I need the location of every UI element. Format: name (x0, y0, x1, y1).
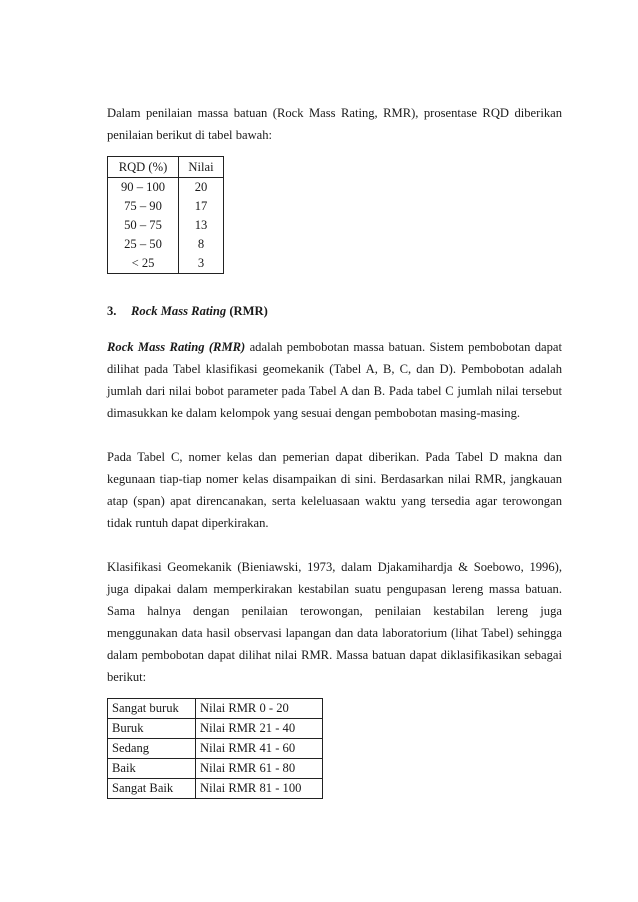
table-row (108, 254, 224, 274)
rqd-range-cell: < 25 (108, 254, 179, 274)
section-number: 3. (107, 304, 117, 318)
rqd-range-cell: 50 – 75 (108, 216, 179, 235)
section-heading (107, 300, 562, 322)
table-row (108, 739, 323, 759)
table-row (108, 178, 224, 198)
rmr-class-table (107, 698, 323, 799)
rmr-class-cell: Sangat Baik (108, 779, 196, 799)
document-page (107, 102, 562, 799)
rmr-range-cell: Nilai RMR 21 - 40 (196, 719, 323, 739)
rmr-class-cell: Sangat buruk (108, 699, 196, 719)
paragraph-tabel-c: Pada Tabel C, nomer kelas dan pemerian dapat diberikan. Pada Tabel D makna dan kegunaan tiap-tiap nomer kelas disampaikan di sini. Berdasarkan nilai RMR, jangkauan atap (span) apat direncanakan, serta keleluasaan waktu yang tersedia agar terowongan tidak runtuh dapat diperkirakan. (107, 450, 562, 530)
rmr-class-cell: Buruk (108, 719, 196, 739)
paragraph-klasifikasi: Klasifikasi Geomekanik (Bieniawski, 1973, dalam Djakamihardja & Soebowo, 1996), juga dipakai dalam memperkirakan kestabilan suatu pengupasan lereng massa batuan. Sama halnya dengan penilaian terowongan, penilaian kestabilan lereng juga menggunakan data hasil observasi lapangan dan data laboratorium (lihat Tabel) sehingga dalam pembobotan dapat dilihat nilai RMR. Massa batuan dapat diklasifikasikan sebagai berikut: (107, 560, 562, 684)
rqd-value-cell: 17 (179, 197, 224, 216)
table-row (108, 216, 224, 235)
rqd-range-cell: 90 – 100 (108, 178, 179, 198)
rmr-range-cell: Nilai RMR 81 - 100 (196, 779, 323, 799)
rqd-table (107, 156, 224, 274)
table-row (108, 759, 323, 779)
rmr-range-cell: Nilai RMR 61 - 80 (196, 759, 323, 779)
rmr-class-cell: Sedang (108, 739, 196, 759)
paragraph-body: adalah pembobotan massa batuan. Sistem pembobotan dapat dilihat pada Tabel klasifikasi geomekanik (Tabel A, B, C, dan D). Pembobotan adalah jumlah dari nilai bobot parameter pada Tabel A dan B. Pada tabel C jumlah nilai tersebut dimasukkan ke dalam kelompok yang sesuai dengan pembobotan masing-masing. (107, 340, 563, 420)
intro-paragraph: Dalam penilaian massa batuan (Rock Mass Rating, RMR), prosentase RQD diberikan penilaian berikut di tabel bawah: (107, 106, 562, 142)
rqd-value-cell: 8 (179, 235, 224, 254)
paragraph-lead-term: Rock Mass Rating (RMR) (107, 340, 246, 354)
rqd-value-cell: 13 (179, 216, 224, 235)
rqd-range-cell: 25 – 50 (108, 235, 179, 254)
rmr-class-cell: Baik (108, 759, 196, 779)
table-row (108, 235, 224, 254)
section-title-italic: Rock Mass Rating (131, 304, 227, 318)
table-row (108, 699, 323, 719)
paragraph-rmr-definition (107, 336, 562, 424)
rqd-table-header-row (108, 157, 224, 178)
rqd-range-cell: 75 – 90 (108, 197, 179, 216)
rmr-range-cell: Nilai RMR 0 - 20 (196, 699, 323, 719)
rqd-header-nilai: Nilai (179, 157, 224, 178)
rqd-value-cell: 20 (179, 178, 224, 198)
rqd-value-cell: 3 (179, 254, 224, 274)
section-title-rest: (RMR) (226, 304, 268, 318)
table-row (108, 719, 323, 739)
rqd-header-rqd: RQD (%) (108, 157, 179, 178)
table-row (108, 779, 323, 799)
rmr-range-cell: Nilai RMR 41 - 60 (196, 739, 323, 759)
table-row (108, 197, 224, 216)
